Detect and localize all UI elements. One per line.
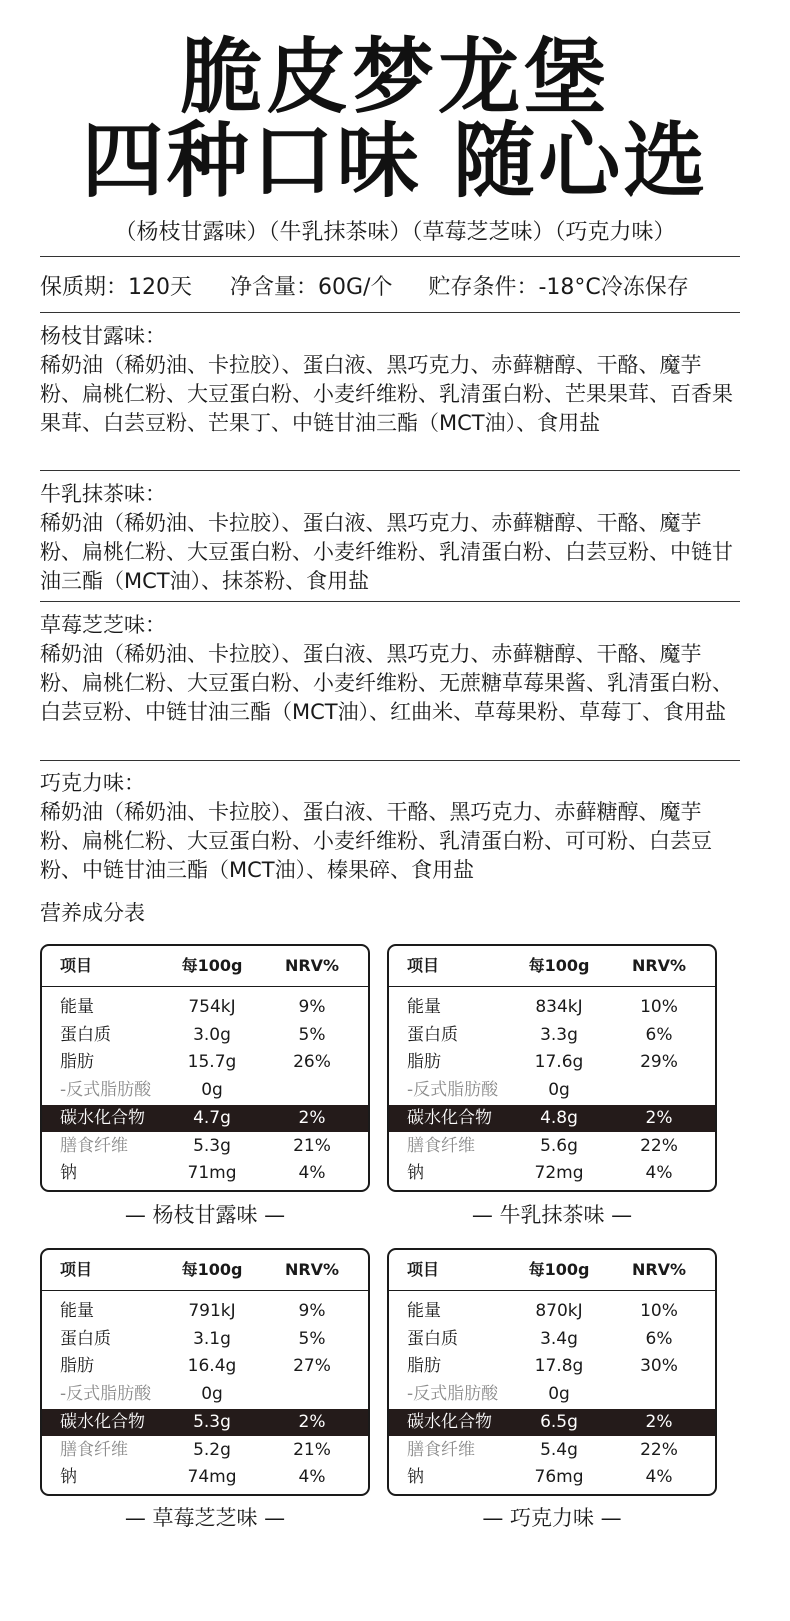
- table-row: [42, 1160, 368, 1187]
- row-value: 74mg: [187, 1467, 237, 1487]
- product-subtitle: 四种口味 随心选: [81, 114, 709, 209]
- divider: [40, 601, 740, 602]
- table-header: [42, 1250, 368, 1291]
- nutrition-title: 营养成分表: [40, 901, 145, 925]
- table-row: [42, 1464, 368, 1491]
- row-item: 能量: [60, 997, 94, 1017]
- divider: [40, 256, 740, 257]
- product-title: 脆皮梦龙堡: [179, 30, 610, 125]
- row-item: 碳水化合物: [407, 1412, 492, 1432]
- row-item: 碳水化合物: [60, 1412, 145, 1432]
- table-row: [42, 1353, 368, 1380]
- table-row: [42, 1133, 368, 1160]
- row-item: 脂肪: [407, 1052, 441, 1072]
- row-item: 蛋白质: [60, 1025, 111, 1045]
- row-value: 72mg: [534, 1163, 584, 1183]
- row-item: 能量: [407, 1301, 441, 1321]
- row-value: 5.6g: [540, 1136, 578, 1156]
- row-item: 膳食纤维: [60, 1136, 128, 1156]
- row-item: 钠: [407, 1163, 424, 1183]
- row-nrv: 2%: [298, 1108, 326, 1128]
- header-nrv: NRV%: [284, 1260, 340, 1279]
- row-nrv: 5%: [298, 1329, 326, 1349]
- table-row-highlight: [42, 1409, 368, 1436]
- header-nrv: NRV%: [631, 1260, 687, 1279]
- row-item: 脂肪: [407, 1356, 441, 1376]
- row-nrv: 4%: [298, 1163, 326, 1183]
- row-value: 5.3g: [193, 1136, 231, 1156]
- table-row: [42, 1022, 368, 1049]
- table-row: [389, 1464, 715, 1491]
- table-row: [389, 1049, 715, 1076]
- table-row-highlight: [389, 1409, 715, 1436]
- divider: [40, 312, 740, 313]
- net-content: 净含量：60G/个: [230, 275, 393, 300]
- ingredients-title: 巧克力味：: [40, 771, 145, 795]
- row-value: 71mg: [187, 1163, 237, 1183]
- row-nrv: 4%: [645, 1467, 673, 1487]
- table-row: [42, 1326, 368, 1353]
- ingredients-title: 杨枝甘露味：: [40, 324, 166, 348]
- row-item: 钠: [60, 1163, 77, 1183]
- row-nrv: 10%: [640, 1301, 678, 1321]
- table-header: [389, 946, 715, 987]
- row-nrv: 29%: [640, 1052, 678, 1072]
- table-row: [389, 1077, 715, 1104]
- row-value: 870kJ: [535, 1301, 583, 1321]
- row-nrv: 2%: [645, 1108, 673, 1128]
- row-item: -反式脂肪酸: [60, 1080, 152, 1100]
- row-nrv: 4%: [645, 1163, 673, 1183]
- product-meta: [40, 272, 760, 304]
- header-per100g: 每100g: [181, 1260, 243, 1279]
- nutrition-table-chocolate: [387, 1248, 717, 1496]
- table-caption: — 草莓芝芝味 —: [124, 1506, 286, 1530]
- row-value: 0g: [201, 1080, 223, 1100]
- row-nrv: 21%: [293, 1136, 331, 1156]
- header-nrv: NRV%: [284, 956, 340, 975]
- row-item: 脂肪: [60, 1052, 94, 1072]
- row-nrv: 6%: [645, 1329, 673, 1349]
- row-value: 3.4g: [540, 1329, 578, 1349]
- table-row: [42, 1077, 368, 1104]
- row-nrv: 5%: [298, 1025, 326, 1045]
- table-row: [42, 1298, 368, 1325]
- table-row: [389, 1437, 715, 1464]
- table-caption: — 杨枝甘露味 —: [124, 1203, 286, 1227]
- row-value: 5.4g: [540, 1440, 578, 1460]
- row-value: 4.7g: [193, 1108, 231, 1128]
- nutrition-table-matcha: [387, 944, 717, 1192]
- header-nrv: NRV%: [631, 956, 687, 975]
- table-row: [389, 1133, 715, 1160]
- row-value: 791kJ: [188, 1301, 236, 1321]
- table-header: [389, 1250, 715, 1291]
- row-item: 膳食纤维: [60, 1440, 128, 1460]
- table-caption: — 巧克力味 —: [482, 1506, 622, 1530]
- shelf-life: 保质期：120天: [40, 275, 192, 300]
- row-value: 0g: [548, 1384, 570, 1404]
- row-item: 钠: [60, 1467, 77, 1487]
- ingredients-text: 稀奶油（稀奶油、卡拉胶）、蛋白液、黑巧克力、赤藓糖醇、干酪、魔芋粉、扁桃仁粉、大豆蛋白粉、小麦纤维粉、乳清蛋白粉、芒果果茸、百香果果茸、白芸豆粉、芒果丁、中链甘油三酯（MCT油）、食用盐: [40, 353, 733, 435]
- row-value: 6.5g: [540, 1412, 578, 1432]
- row-nrv: 9%: [298, 1301, 326, 1321]
- table-row: [42, 994, 368, 1021]
- table-row: [42, 1049, 368, 1076]
- flavor-list: （杨枝甘露味）（牛乳抹茶味）（草莓芝芝味）（巧克力味）: [114, 220, 676, 245]
- nutrition-table-strawberry: [40, 1248, 370, 1496]
- table-row: [389, 1353, 715, 1380]
- row-nrv: 6%: [645, 1025, 673, 1045]
- ingredients-strawberry: [40, 611, 740, 727]
- table-row: [389, 1160, 715, 1187]
- row-value: 5.3g: [193, 1412, 231, 1432]
- row-nrv: 2%: [645, 1412, 673, 1432]
- ingredients-mango: [40, 322, 740, 438]
- row-item: 碳水化合物: [407, 1108, 492, 1128]
- row-item: 蛋白质: [407, 1329, 458, 1349]
- row-nrv: 4%: [298, 1467, 326, 1487]
- table-row: [42, 1437, 368, 1464]
- row-nrv: 27%: [293, 1356, 331, 1376]
- table-row-highlight: [42, 1105, 368, 1132]
- row-value: 16.4g: [187, 1356, 237, 1376]
- row-item: -反式脂肪酸: [60, 1384, 152, 1404]
- divider: [40, 760, 740, 761]
- table-row: [389, 994, 715, 1021]
- row-nrv: 26%: [293, 1052, 331, 1072]
- row-value: 3.1g: [193, 1329, 231, 1349]
- table-row: [42, 1381, 368, 1408]
- row-nrv: 30%: [640, 1356, 678, 1376]
- row-nrv: 21%: [293, 1440, 331, 1460]
- row-value: 754kJ: [188, 997, 236, 1017]
- storage-condition: 贮存条件：-18°C冷冻保存: [428, 275, 689, 300]
- row-nrv: 10%: [640, 997, 678, 1017]
- row-item: 钠: [407, 1467, 424, 1487]
- header-item: 项目: [60, 1260, 93, 1279]
- row-nrv: 22%: [640, 1136, 678, 1156]
- row-value: 4.8g: [540, 1108, 578, 1128]
- ingredients-title: 牛乳抹茶味：: [40, 482, 166, 506]
- table-row: [389, 1298, 715, 1325]
- row-value: 5.2g: [193, 1440, 231, 1460]
- table-row: [389, 1381, 715, 1408]
- row-value: 15.7g: [187, 1052, 237, 1072]
- header-per100g: 每100g: [181, 956, 243, 975]
- header-item: 项目: [407, 956, 440, 975]
- row-nrv: 22%: [640, 1440, 678, 1460]
- row-item: 膳食纤维: [407, 1136, 475, 1156]
- ingredients-matcha: [40, 480, 740, 596]
- divider: [40, 470, 740, 471]
- row-value: 3.0g: [193, 1025, 231, 1045]
- header-item: 项目: [60, 956, 93, 975]
- row-item: 蛋白质: [407, 1025, 458, 1045]
- table-row-highlight: [389, 1105, 715, 1132]
- row-nrv: 2%: [298, 1412, 326, 1432]
- row-value: 834kJ: [535, 997, 583, 1017]
- row-item: -反式脂肪酸: [407, 1080, 499, 1100]
- row-item: 能量: [60, 1301, 94, 1321]
- ingredients-title: 草莓芝芝味：: [40, 613, 166, 637]
- row-item: 蛋白质: [60, 1329, 111, 1349]
- row-value: 0g: [201, 1384, 223, 1404]
- row-item: 能量: [407, 997, 441, 1017]
- header-per100g: 每100g: [528, 956, 590, 975]
- ingredients-chocolate: [40, 769, 740, 885]
- row-item: 脂肪: [60, 1356, 94, 1376]
- row-value: 76mg: [534, 1467, 584, 1487]
- row-item: -反式脂肪酸: [407, 1384, 499, 1404]
- ingredients-text: 稀奶油（稀奶油、卡拉胶）、蛋白液、黑巧克力、赤藓糖醇、干酪、魔芋粉、扁桃仁粉、大豆蛋白粉、小麦纤维粉、无蔗糖草莓果酱、乳清蛋白粉、白芸豆粉、中链甘油三酯（MCT油）、红曲米、草莓果粉、草莓丁、食用盐: [40, 642, 733, 724]
- table-row: [389, 1022, 715, 1049]
- table-header: [42, 946, 368, 987]
- row-item: 膳食纤维: [407, 1440, 475, 1460]
- ingredients-text: 稀奶油（稀奶油、卡拉胶）、蛋白液、黑巧克力、赤藓糖醇、干酪、魔芋粉、扁桃仁粉、大豆蛋白粉、小麦纤维粉、乳清蛋白粉、白芸豆粉、中链甘油三酯（MCT油）、抹茶粉、食用盐: [40, 511, 733, 593]
- ingredients-text: 稀奶油（稀奶油、卡拉胶）、蛋白液、干酪、黑巧克力、赤藓糖醇、魔芋粉、扁桃仁粉、大豆蛋白粉、小麦纤维粉、乳清蛋白粉、可可粉、白芸豆粉、中链甘油三酯（MCT油）、榛果碎、食用盐: [40, 800, 712, 882]
- row-value: 0g: [548, 1080, 570, 1100]
- row-nrv: 9%: [298, 997, 326, 1017]
- row-item: 碳水化合物: [60, 1108, 145, 1128]
- table-caption: — 牛乳抹茶味 —: [471, 1203, 633, 1227]
- row-value: 3.3g: [540, 1025, 578, 1045]
- row-value: 17.6g: [534, 1052, 584, 1072]
- table-row: [389, 1326, 715, 1353]
- nutrition-table-mango: [40, 944, 370, 1192]
- header-item: 项目: [407, 1260, 440, 1279]
- row-value: 17.8g: [534, 1356, 584, 1376]
- header-per100g: 每100g: [528, 1260, 590, 1279]
